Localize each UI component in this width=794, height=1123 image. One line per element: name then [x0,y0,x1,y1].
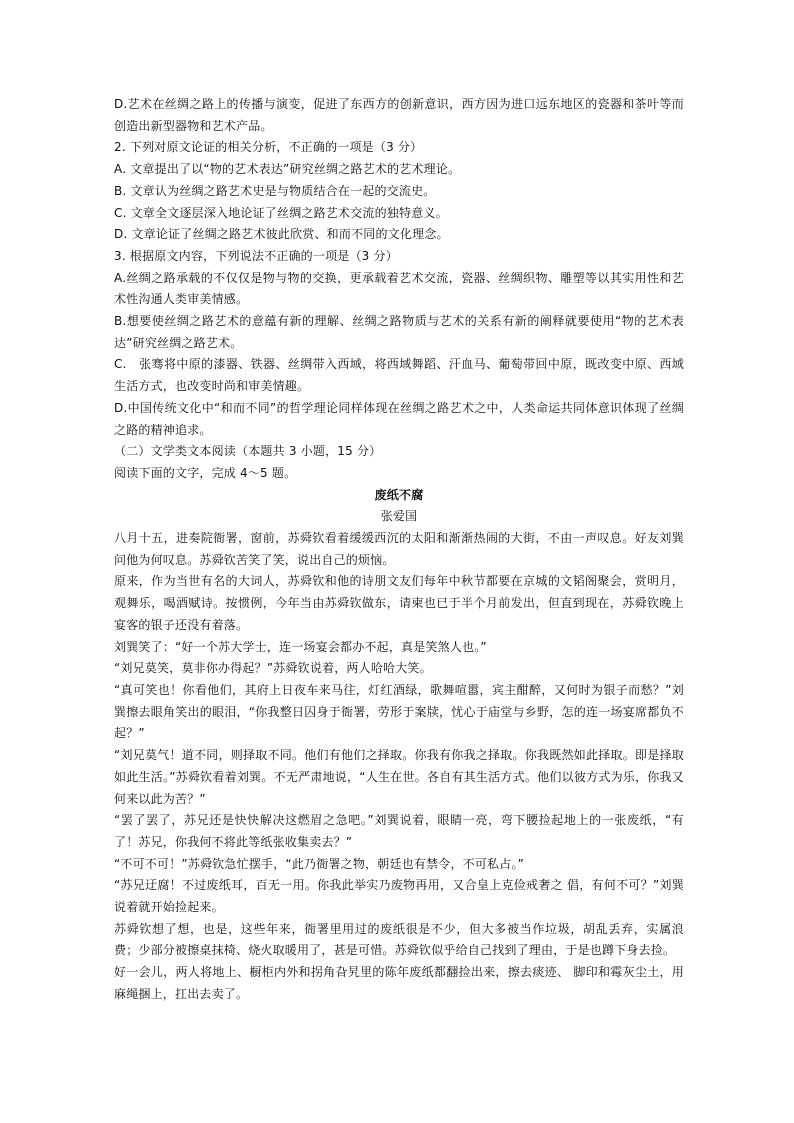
story-paragraph: “真可笑也！你看他们，其府上日夜车来马往，灯红酒绿，歌舞喧嚣，宾主酣醉，又何时为银子而愁？”刘巽擦去眼角笑出的眼泪，“你我整日囚身于衙署，劳形于案牍，忧心于庙堂与乡野，怎的连一场宴席都负不起？” [114,682,684,741]
story-title: 废纸不腐 [374,487,424,502]
story-paragraph: 好一会儿，两人将地上、橱柜内外和拐角旮旯里的陈年废纸都翻捡出来，擦去痰迹、 脚印和霉灰尘土，用麻绳捆上，扛出去卖了。 [114,965,684,1001]
story-paragraph: “不可不可！”苏舜钦急忙摆手，“此乃衙署之物，朝廷也有禁令，不可私占。” [114,856,525,871]
section-heading: （二）文学类文本阅读（本题共 3 小题，15 分） [114,444,382,459]
story-paragraph: 刘巽笑了：“好一个苏大学士，连一场宴会都办不起，真是笑煞人也。” [114,639,487,654]
question-3: 3. 根据原文内容，下列说法不正确的一项是（3 分） [114,248,398,263]
option-d-q2: D. 文章论证了丝绸之路艺术彼此欣赏、和而不同的文化理念。 [114,227,449,242]
question-2: 2. 下列对原文论证的相关分析，不正确的一项是（3 分） [114,140,423,155]
story-paragraph: 苏舜钦想了想，也是，这些年来，衙署里用过的废纸很是不少，但大多被当作垃圾，胡乱丢弃，实属浪费；少部分被擦桌抹椅、烧火取暖用了，甚是可惜。苏舜钦似乎给自己找到了理由，于是也蹲下身去捡。 [114,921,684,958]
story-author: 张爱国 [380,509,418,524]
option-b-q2: B. 文章认为丝绸之路艺术史是与物质结合在一起的交流史。 [114,183,436,198]
option-a-q3: A.丝绸之路承载的不仅仅是物与物的交换，更承载着艺术交流，瓷器、丝绸织物、雕塑等以其实用性和艺术性沟通人类审美情感。 [114,270,684,307]
reading-instruction: 阅读下面的文字，完成 4～5 题。 [114,465,297,480]
story-paragraph: “刘兄莫笑，莫非你办得起？”苏舜钦说着，两人哈哈大笑。 [114,661,432,676]
option-c-q2: C. 文章全文逐层深入地论证了丝绸之路艺术交流的独特意义。 [114,205,448,220]
story-paragraph: “罢了罢了，苏兄还是快快解决这燃眉之急吧。”刘巽说着，眼睛一亮，弯下腰捡起地上的一张废纸，“有了！苏兄，你我何不将此等纸张收集卖去？” [114,813,684,849]
story-paragraph: 八月十五，进奏院衙署，窗前，苏舜钦看着缓缓西沉的太阳和渐渐热闹的大街，不由一声叹息。好友刘巽问他为何叹息。苏舜钦苦笑了笑，说出自己的烦恼。 [114,531,684,567]
option-b-q3: B.想要使丝绸之路艺术的意蕴有新的理解、丝绸之路物质与艺术的关系有新的阐释就要使用“物的艺术表达”研究丝绸之路艺术。 [114,314,684,350]
story-paragraph: “苏兄迂腐！不过废纸耳，百无一用。你我此举实乃废物再用，又合皇上克俭戒奢之 倡，有何不可？”刘巽说着就开始捡起来。 [114,878,684,915]
option-d-q3: D.中国传统文化中“和而不同”的哲学理论同样体现在丝绸之路艺术之中，人类命运共同体意识体现了丝绸之路的精神追求。 [114,400,684,437]
document-page [114,94,684,1006]
story-paragraph: “刘兄莫气！道不同，则择取不同。他们有他们之择取。你我有你我之择取。你我既然如此择取。即是择取如此生活。”苏舜钦看着刘巽。不无严肃地说，“人生在世。各自有其生活方式。他们以彼方式为乐，你我又何来以此为苦？” [114,748,684,806]
option-a-q2: A. 文章提出了以“物的艺术表达”研究丝绸之路艺术的艺术理论。 [114,162,461,177]
option-c-q3: C. 张骞将中原的漆器、铁器、丝绸带入西域，将西域舞蹈、汗血马、葡萄带回中原，既改变中原、西域生活方式，也改变时尚和审美情趣。 [114,357,684,394]
option-d-q1: D.艺术在丝绸之路上的传播与演变，促进了东西方的创新意识，西方因为进口远东地区的瓷器和茶叶等而创造出新型器物和艺术产品。 [114,97,684,133]
story-paragraph: 原来，作为当世有名的大词人，苏舜钦和他的诗朋文友们每年中秋节都要在京城的文韬阁聚会，赏明月，观舞乐，喝酒赋诗。按惯例，今年当由苏舜钦做东，请柬也已于半个月前发出，但直到现在，苏舜钦晚上宴客的银子还没有着落。 [114,574,684,632]
